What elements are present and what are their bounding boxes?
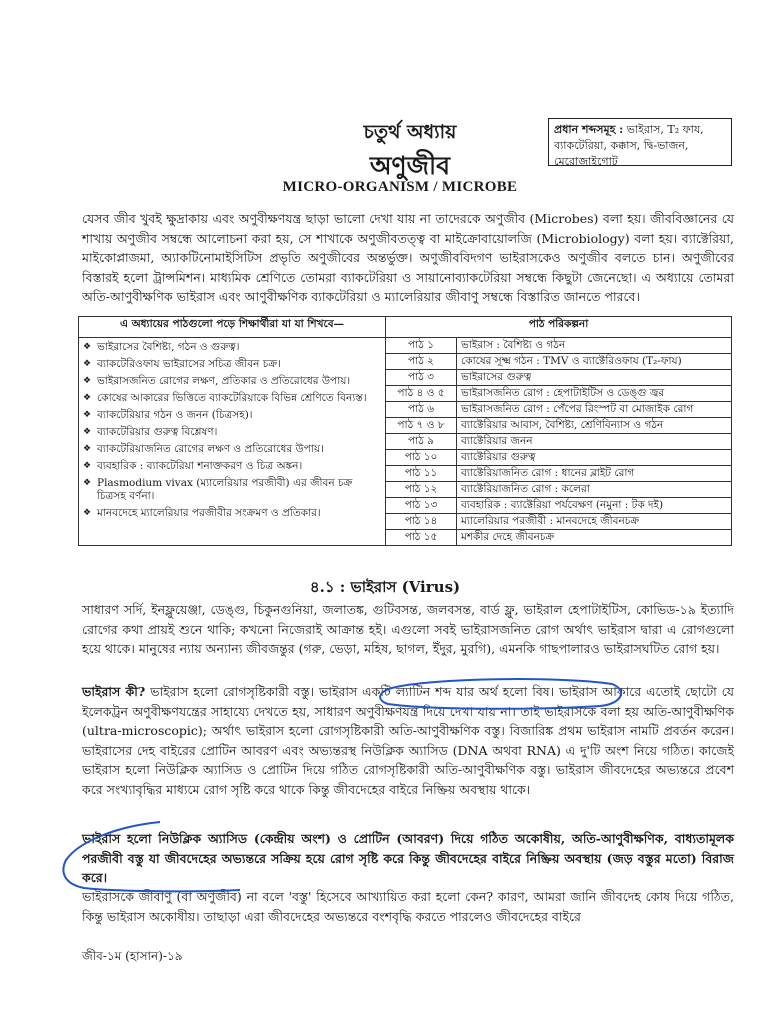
list-item: ❖ ভাইরাসের বৈশিষ্ট্য, গঠন ও গুরুত্ব।	[83, 341, 381, 354]
lesson-number: পাঠ ১	[386, 338, 457, 354]
virus-paragraph-1: সাধারণ সর্দি, ইনফ্লুয়েঞ্জা, ডেঙ্গু, চিকুনগুনিয়া, জলাতঙ্ক, গুটিবসন্ত, জলবসন্ত, বার্ড ফ্লু, ভাইরাল হেপাটাইটিস, কোভিড-১৯ ইত্যাদি রোগের কথা প্রায়ই শুনে থাকি; কখনো নিজেরাই আক্রান্ত হই। এগুলো সবই ভাইরাসজনিত রোগ অর্থাৎ ভাইরাস দ্বারা এ রোগগুলো হয়ে থাকে। মানুষের ন্যায় অন্যান্য জীবজন্তুর (গরু, ভেড়া, মহিষ, ছাগল, ইঁদুর, মুরগি), এমনকি গাছপালারও ভাইরাসঘটিত রোগ হয়।	[82, 602, 734, 656]
page-footer: জীব-১ম (হাসান)-১৯	[82, 949, 183, 963]
virus-question-lead: ভাইরাস কী?	[82, 684, 146, 699]
keywords-label: প্রধান শব্দসমূহ :	[554, 123, 624, 136]
lesson-number: পাঠ ১১	[386, 466, 457, 482]
lesson-number: পাঠ ২	[386, 354, 457, 370]
lesson-number: পাঠ ৪ ও ৫	[386, 386, 457, 402]
list-item: ❖ ব্যাকটেরিওফায ভাইরাসের সচিত্র জীবন চক্র।	[83, 358, 381, 371]
lesson-topic: ভাইরাসজনিত রোগ : হেপাটাইটিস ও ডেঙ্গু জ্বর	[457, 386, 732, 402]
lesson-topic: ভাইরাসের গুরুত্ব	[457, 370, 732, 386]
lesson-number: পাঠ ১৫	[386, 530, 457, 546]
lesson-number: পাঠ ৬	[386, 402, 457, 418]
chapter-label: চতুর্থ অধ্যায়	[363, 121, 457, 143]
lesson-number: পাঠ ১০	[386, 450, 457, 466]
list-item: ❖ ভাইরাসজনিত রোগের লক্ষণ, প্রতিকার ও প্রতিরোধের উপায়।	[83, 375, 381, 388]
lesson-topic: ম্যালেরিয়ার পরজীবী : মানবদেহে জীবনচক্র	[457, 514, 732, 530]
lesson-number: পাঠ ১৩	[386, 498, 457, 514]
lesson-topic: ব্যাক্টেরিয়ার জনন	[457, 434, 732, 450]
keywords-box	[548, 118, 732, 166]
virus-paragraph-4: ভাইরাসকে জীবাণু (বা অণুজীব) না বলে 'বস্তু' হিসেবে আখ্যায়িত করা হলো কেন? কারণ, আমরা জানি জীবদেহ কোষ দিয়ে গঠিত, কিন্তু ভাইরাস অকোষীয়। তাছাড়া এরা জীবদেহের অভ্যন্তরে বংশবৃদ্ধি করতে পারলেও জীবদেহের বাইরে	[82, 889, 734, 924]
lesson-topic: ব্যাক্টেরিয়ার গুরুত্ব	[457, 450, 732, 466]
list-item: ❖ মানবদেহে ম্যালেরিয়ার পরজীবীর সংক্রমণ ও প্রতিকার।	[83, 507, 381, 520]
lesson-number: পাঠ ৯	[386, 434, 457, 450]
keywords-text: ভাইরাস, T₂ ফায, ব্যাকটেরিয়া, কক্কাস, দ্বি-ভাজন, মেরোজাইগোট	[554, 123, 704, 168]
lesson-number: পাঠ ১৪	[386, 514, 457, 530]
list-item: ❖ কোষের আকারের ভিত্তিতে ব্যাকটেরিয়াকে বিভিন্ন শ্রেণিতে বিন্যস্ত।	[83, 392, 381, 405]
intro-paragraph: যেসব জীব খুবই ক্ষুদ্রাকায় এবং অণুবীক্ষণযন্ত্র ছাড়া ভালো দেখা যায় না তাদেরকে অণুজীব (Microbes) বলা হয়। জীববিজ্ঞানের যে শাখায় অণুজীব সম্বন্ধে আলোচনা করা হয়, সে শাখাকে অণুজীবতত্ত্ব বা মাইক্রোবায়োলজি (Microbiology) বলা হয়। ব্যাক্টেরিয়া, মাইকোপ্লাজমা, অ্যাকটিনোমাইসিটিস প্রভৃতি অণুজীবের অন্তর্ভুক্ত। অণুজীববিদগণ ভাইরাসকেও অণুজীব বলতে চান। অণুজীবের বিস্তারই হলো ট্রান্সমিশন। মাধ্যমিক শ্রেণিতে তোমরা ব্যাকটেরিয়া ও সায়ানোব্যাকটেরিয়া সম্বন্ধে কিছুটা জেনেছো। এ অধ্যায়ে তোমরা অতি-আণুবীক্ষণিক ভাইরাস এবং আণুবীক্ষণিক ব্যাকটেরিয়া ও ম্যালেরিয়ার জীবাণু সম্বন্ধে বিস্তারিত জানতে পারবে।	[82, 211, 734, 304]
chapter-title-bangla: অণুজীব	[369, 151, 451, 180]
lesson-topic: ব্যবহারিক : ব্যাক্টেরিয়া পর্যবেক্ষণ (নমুনা : টক দই)	[457, 498, 732, 514]
lesson-number: পাঠ ৩	[386, 370, 457, 386]
list-item: ❖ ব্যবহারিক : ব্যাকটেরিয়া শনাক্তকরণ ও চিত্র অঙ্কন।	[83, 460, 381, 473]
learn-list	[83, 341, 381, 520]
list-item: ❖ ব্যাকটেরিয়ার গুরুত্ব বিশ্লেষণ।	[83, 426, 381, 439]
lesson-number: পাঠ ১২	[386, 482, 457, 498]
lesson-plan-table	[78, 316, 732, 546]
lesson-number: পাঠ ৭ ও ৮	[386, 418, 457, 434]
lesson-topic: ভাইরাসজনিত রোগ : পেঁপের রিংস্পট বা মোজাইক রোগ	[457, 402, 732, 418]
virus-definition: ভাইরাস হলো নিউক্লিক অ্যাসিড (কেন্দ্রীয় অংশ) ও প্রোটিন (আবরণ) দিয়ে গঠিত অকোষীয়, অতি-আণুবীক্ষণিক, বাধ্যতামূলক পরজীবী বস্তু যা জীবদেহের অভ্যন্তরে সক্রিয় হয়ে রোগ সৃষ্টি করে কিন্তু জীবদেহের বাইরে নিষ্ক্রিয় অবস্থায় (জড় বস্তুর মতো) বিরাজ করে।	[82, 831, 734, 885]
lesson-topic: মশকীর দেহে জীবনচক্র	[457, 530, 732, 546]
table-header-row	[79, 317, 732, 338]
virus-paragraph-2-text: ভাইরাস হলো রোগসৃষ্টিকারী বস্তু। ভাইরাস একটি ল্যাটিন শব্দ যার অর্থ হলো বিষ। ভাইরাস আকারে এতোই ছোটো যে ইলেকট্রন অণুবীক্ষণযন্ত্রের সাহায্যে দেখতে হয়, সাধারণ অণুবীক্ষণযন্ত্র দিয়ে দেখা যায় না। তাই ভাইরাসকে বলা হয় অতি-আণুবীক্ষণিক (ultra-microscopic); অর্থাৎ ভাইরাস হলো রোগসৃষ্টিকারী অতি-আণুবীক্ষণিক বস্তু। বিজারিঙ্ক প্রথম ভাইরাস নামটি প্রবর্তন করেন। ভাইরাসের দেহ বাইরের প্রোটিন আবরণ এবং অভ্যন্তরস্থ নিউক্লিক অ্যাসিড (DNA অথবা RNA) এ দু'টি অংশ নিয়ে গঠিত। কাজেই ভাইরাস হলো নিউক্লিক অ্যাসিড ও প্রোটিন দিয়ে গঠিত রোগসৃষ্টিকারী অতি-আণুবীক্ষণিক বস্তু। ভাইরাস জীবদেহের অভ্যন্তরে প্রবেশ করে সংখ্যাবৃদ্ধির মাধ্যমে রোগ সৃষ্টি করে থাকে কিন্তু জীবদেহের বাইরে নিষ্ক্রিয় অবস্থায় থাকে।	[82, 684, 734, 797]
lesson-topic: ভাইরাস : বৈশিষ্ট্য ও গঠন	[457, 338, 732, 354]
chapter-title-english: MICRO-ORGANISM / MICROBE	[282, 179, 518, 195]
virus-paragraph-2	[82, 682, 734, 799]
lesson-topic: ব্যাক্টেরিয়াজনিত রোগ : কলেরা	[457, 482, 732, 498]
lesson-topic: কোষের সূক্ষ্ম গঠন : TMV ও ব্যাক্টেরিওফায (T₂-ফায)	[457, 354, 732, 370]
learn-header: এ অধ্যায়ের পাঠগুলো পড়ে শিক্ষার্থীরা যা যা শিখবে—	[79, 317, 386, 338]
list-item: ❖ ব্যাকটেরিয়ার গঠন ও জনন (চিত্রসহ)।	[83, 409, 381, 422]
lesson-topic: ব্যাক্টেরিয়াজনিত রোগ : ধানের ব্লাইট রোগ	[457, 466, 732, 482]
section-heading: ৪.১ : ভাইরাস (Virus)	[309, 578, 461, 596]
plan-header: পাঠ পরিকল্পনা	[386, 317, 732, 338]
list-item: ❖ Plasmodium vivax (ম্যালেরিয়ার পরজীবী) এর জীবন চক্র চিত্রসহ বর্ণনা।	[83, 477, 381, 503]
learn-cell	[79, 338, 386, 546]
table-row	[79, 338, 732, 354]
lesson-topic: ব্যাক্টেরিয়ার আবাস, বৈশিষ্ট্য, শ্রেণিবিন্যাস ও গঠন	[457, 418, 732, 434]
list-item: ❖ ব্যাকটেরিয়াজনিত রোগের লক্ষণ ও প্রতিরোধের উপায়।	[83, 443, 381, 456]
